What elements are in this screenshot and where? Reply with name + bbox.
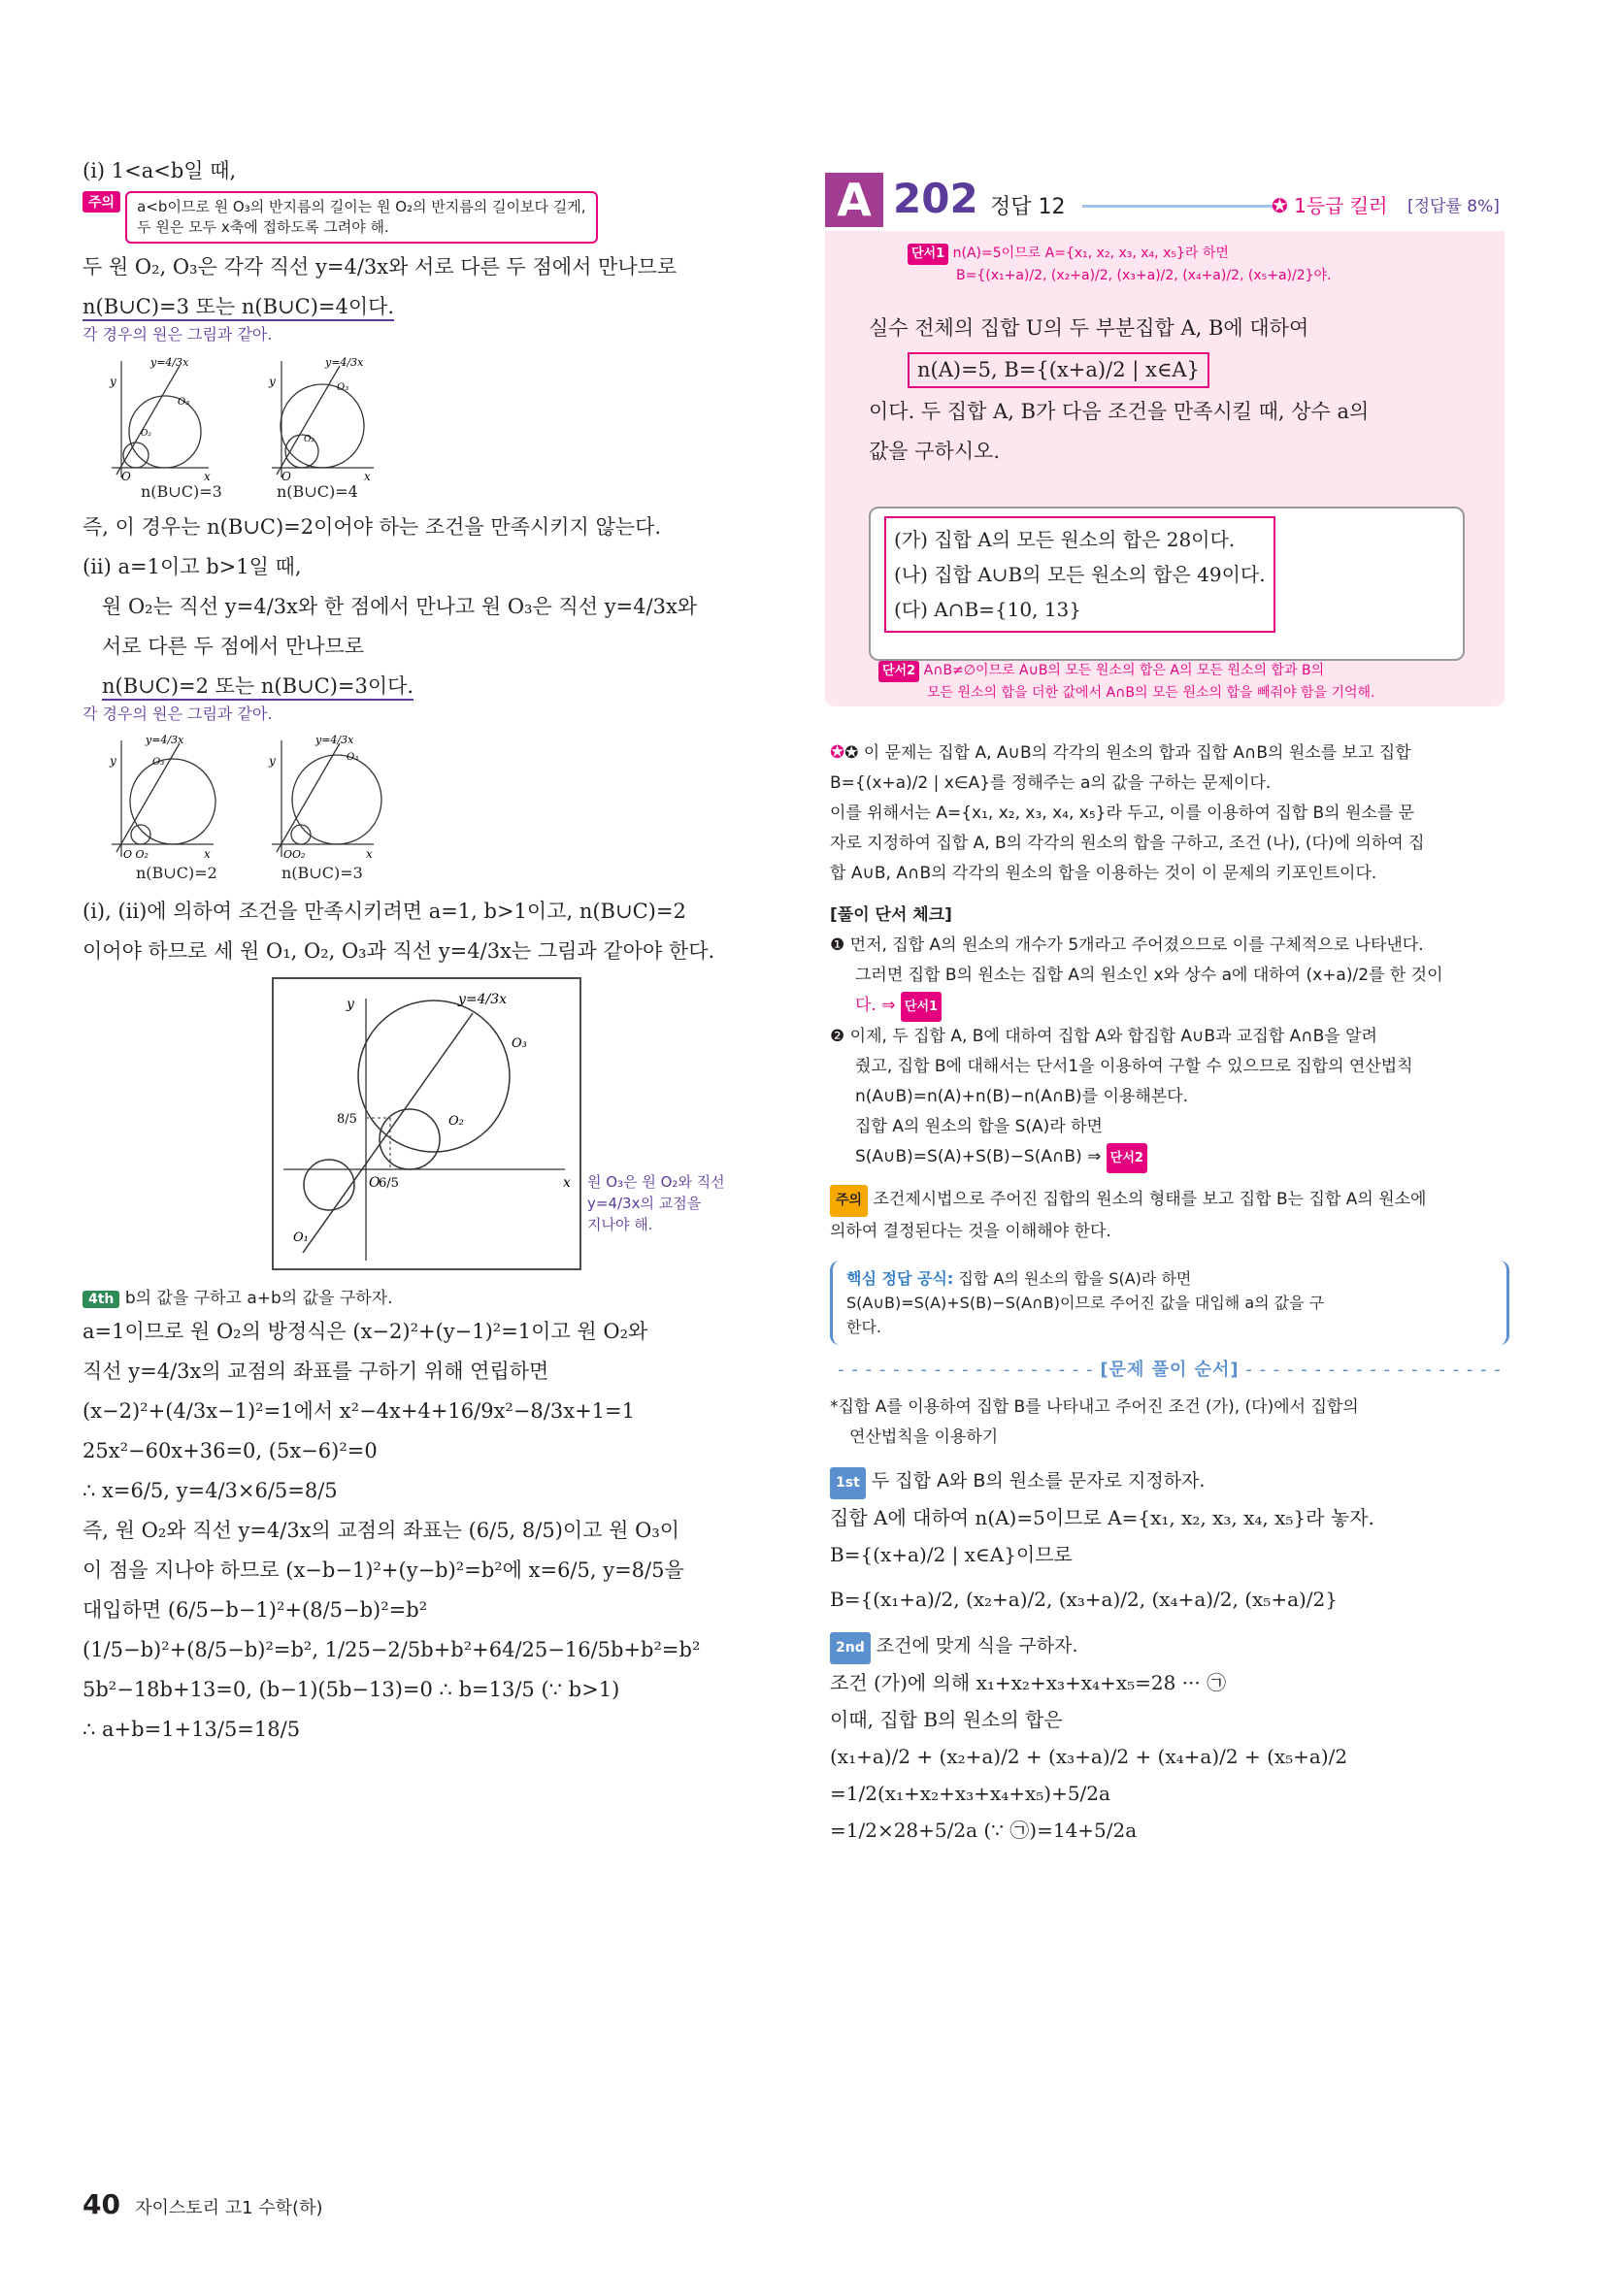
s2-l5: =1/2×28+5/2a (∵ ㉠)=14+5/2a	[830, 1819, 1138, 1842]
main-o2: O₂	[448, 1114, 464, 1129]
key-formula-box	[830, 1261, 1509, 1345]
g3-x-label: x	[204, 847, 211, 861]
g1-y-label: y	[110, 375, 116, 388]
problem-number: 202	[893, 175, 978, 222]
case2-graph-note: 각 경우의 원은 그림과 같아.	[83, 705, 273, 723]
intro-l1: ✪✪ 이 문제는 집합 A, A∪B의 각각의 원소의 합과 집합 A∩B의 원소를 보고 집합	[830, 742, 1411, 763]
intro-l2: B={(x+a)/2 | x∈A}를 정해주는 a의 값을 구하는 문제이다.	[830, 773, 1272, 793]
s4-l3: (x−2)²+(4/3x−1)²=1에서 x²−4x+4+16/9x²−8/3x+1=1	[83, 1399, 635, 1423]
c2-l5-text: S(A∪B)=S(A)+S(B)−S(A∩B) ⇒	[855, 1147, 1102, 1166]
step2-body	[830, 1664, 1509, 1849]
step4-title: b의 값을 구하고 a+b의 값을 구하자.	[124, 1289, 393, 1308]
s4-l6: 즉, 원 O₂와 직선 y=4/3x의 교점의 좌표는 (6/5, 8/5)이고 원 O₃이	[83, 1519, 680, 1542]
main-graph-box	[272, 977, 581, 1270]
case1-graph-note: 각 경우의 원은 그림과 같아.	[83, 325, 273, 344]
case2-graph-svg	[83, 726, 413, 862]
g1-o2: O₂	[141, 429, 151, 439]
main-o3: O₃	[512, 1036, 527, 1051]
s1-l1: 집합 A에 대하여 n(A)=5이므로 A={x₁, x₂, x₃, x₄, x₅}라 놓자.	[830, 1506, 1374, 1529]
g4-o3: O₃	[347, 752, 359, 763]
page-footer	[83, 2188, 323, 2220]
s4-l8: 대입하면 (6/5−b−1)²+(8/5−b)²=b²	[83, 1598, 428, 1622]
case2-title: (ii) a=1이고 b>1일 때,	[83, 555, 302, 578]
order-title: [문제 풀이 순서]	[1100, 1360, 1240, 1380]
c1-l1: ❶ 먼저, 집합 A의 원소의 개수가 5개라고 주어졌으므로 이를 구체적으로 나타낸다.	[830, 935, 1424, 955]
condition-inner	[884, 516, 1275, 633]
dansu2-note	[878, 660, 1375, 704]
prob-l4: 값을 구하시오.	[869, 440, 1001, 463]
main-y-label: y	[347, 997, 354, 1012]
intro-l5: 합 A∪B, A∩B의 각각의 원소의 합을 이용하는 것이 이 문제의 키포인트이다.	[830, 864, 1377, 883]
case1-line2: n(B∪C)=3 또는 n(B∪C)=4이다.	[83, 295, 394, 321]
order-title-row: - - - - - - - - - - - - - - - - - - - [문제 풀이 순서] - - - - - - - - - - - - - - - - - - -	[838, 1360, 1502, 1380]
main-o1: O₁	[293, 1230, 309, 1245]
problem-statement	[869, 312, 1490, 476]
main-graph-svg	[274, 979, 579, 1268]
key-l1: 집합 A의 원소의 합을 S(A)라 하면	[958, 1269, 1192, 1288]
g4-y-label: y	[269, 754, 276, 768]
caution-1	[83, 191, 772, 244]
c2-l4: 집합 A의 원소의 합을 S(A)라 하면	[855, 1117, 1103, 1136]
g1-origin: O	[121, 470, 131, 482]
g4-line-label: y=4/3x	[315, 734, 354, 746]
side-note-3: 지나야 해.	[587, 1216, 653, 1233]
prob-l2: n(A)=5, B={(x+a)/2 | x∈A}	[908, 352, 1209, 388]
dansu1-note	[908, 243, 1332, 286]
s2-l3: (x₁+a)/2 + (x₂+a)/2 + (x₃+a)/2 + (x₄+a)/2 + (x₅+a)/2	[830, 1745, 1348, 1768]
graph-side-note	[587, 1171, 772, 1235]
combine-line1: (i), (ii)에 의하여 조건을 만족시키려면 a=1, b>1이고, n(B∪C)=2	[83, 900, 686, 923]
key-title: 핵심 정답 공식:	[846, 1269, 954, 1288]
case1-graphs	[83, 346, 413, 511]
key-l3: 한다.	[846, 1318, 881, 1336]
right-body	[830, 738, 1509, 1849]
cond-da: (다) A∩B={10, 13}	[894, 598, 1082, 621]
step4-header	[83, 1284, 772, 1308]
s4-l9: (1/5−b)²+(8/5−b)²=b², 1/25−2/5b+b²+64/25−16/5b+b²=b²	[83, 1638, 701, 1661]
case1-graph-svg	[83, 346, 413, 482]
killer-label: ✪ 1등급 킬러	[1272, 194, 1388, 217]
g2-x-label: x	[364, 470, 371, 482]
g3-origin: O O₂	[123, 848, 149, 861]
dansu2-text-1: A∩B≠∅이므로 A∪B의 모든 원소의 합은 A의 모든 원소의 합과 B의	[923, 663, 1325, 678]
c2-l5	[830, 1142, 1509, 1173]
s2-l1: 조건 (가)에 의해 x₁+x₂+x₃+x₄+x₅=28 ··· ㉠	[830, 1671, 1227, 1694]
rate-label: [정답률 8%]	[1407, 197, 1500, 216]
s2-l2: 이때, 집합 B의 원소의 합은	[830, 1708, 1063, 1731]
step2-tag: 2nd	[830, 1632, 871, 1664]
caution-2	[830, 1185, 1509, 1217]
caution-text-1: a<b이므로 원 O₃의 반지름의 길이는 원 O₂의 반지름의 길이보다 길게,	[137, 198, 586, 215]
case1-cap1: n(B∪C)=3	[141, 482, 222, 501]
side-note-1: 원 O₃은 원 O₂와 직선	[587, 1173, 725, 1191]
main-graph-area	[83, 977, 772, 1278]
g1-x-label: x	[204, 470, 211, 482]
step2-header	[830, 1631, 1509, 1664]
s4-l1: a=1이므로 원 O₂의 방정식은 (x−2)²+(y−1)²=1이고 원 O₂와	[83, 1320, 648, 1343]
g1-o3: O₃	[178, 397, 190, 408]
case2-line1: 원 O₂는 직선 y=4/3x와 한 점에서 만나고 원 O₃은 직선 y=4/3x와	[102, 595, 698, 618]
main-frac85: 8/5	[337, 1112, 357, 1127]
c1-dansu-ref: 단서1	[901, 992, 942, 1022]
cond-ga: (가) 집합 A의 모든 원소의 합은 28이다.	[894, 528, 1236, 551]
caution2-l1: 조건제시법으로 주어진 집합의 원소의 형태를 보고 집합 B는 집합 A의 원소에	[873, 1190, 1427, 1209]
caution-text-2: 두 원은 모두 x축에 접하도록 그려야 해.	[137, 218, 389, 236]
step4-tag: 4th	[83, 1291, 119, 1308]
prob-l3: 이다. 두 집합 A, B가 다음 조건을 만족시킬 때, 상수 a의	[869, 400, 1370, 423]
dansu2-text-2: 모든 원소의 합을 더한 값에서 A∩B의 모든 원소의 합을 빼줘야 함을 기억해.	[927, 685, 1375, 701]
cond-na: (나) 집합 A∪B의 모든 원소의 합은 49이다.	[894, 563, 1266, 586]
book-title: 자이스토리 고1 수학(하)	[135, 2198, 323, 2218]
c2-l1: ❷ 이제, 두 집합 A, B에 대하여 집합 A와 합집합 A∪B과 교집합 A∩B을 알려	[830, 1027, 1377, 1046]
g2-line-label: y=4/3x	[325, 356, 364, 369]
step1-title: 두 집합 A와 B의 원소를 문자로 지정하자.	[871, 1470, 1206, 1492]
g2-o3: O₃	[337, 382, 349, 393]
intro-l3: 이를 위해서는 A={x₁, x₂, x₃, x₄, x₅}라 두고, 이를 이용하여 집합 B의 원소를 문	[830, 804, 1415, 823]
g2-origin: O	[281, 470, 291, 482]
step1-tag: 1st	[830, 1467, 866, 1499]
left-column	[83, 155, 772, 1754]
dansu2-tag: 단서2	[878, 661, 919, 682]
s1-l2: B={(x+a)/2 | x∈A}이므로	[830, 1543, 1073, 1566]
order-l1: *집합 A를 이용하여 집합 B를 나타내고 주어진 조건 (가), (다)에서 집합의	[830, 1397, 1359, 1417]
main-origin: O	[369, 1175, 380, 1191]
case2-cap1: n(B∪C)=2	[136, 864, 217, 882]
g2-o2: O₂	[304, 435, 314, 444]
answer-label: 정답 12	[990, 195, 1066, 219]
s4-l5: ∴ x=6/5, y=4/3×6/5=8/5	[83, 1479, 338, 1502]
dansu1-text-1: n(A)=5이므로 A={x₁, x₂, x₃, x₄, x₅}라 하면	[952, 246, 1229, 261]
case2-line2: 서로 다른 두 점에서 만나므로	[102, 635, 365, 658]
caution-box	[125, 191, 597, 244]
dansu1-text-2: B={(x₁+a)/2, (x₂+a)/2, (x₃+a)/2, (x₄+a)/2, (x₅+a)/2}야.	[956, 268, 1332, 283]
s4-l7: 이 점을 지나야 하므로 (x−b−1)²+(y−b)²=b²에 x=6/5, y=8/5을	[83, 1558, 684, 1582]
step2-title: 조건에 맞게 식을 구하자.	[876, 1635, 1078, 1656]
c2-l2: 줬고, 집합 B에 대해서는 단서1을 이용하여 구할 수 있으므로 집합의 연산법칙	[855, 1057, 1413, 1076]
case1-cap2: n(B∪C)=4	[277, 482, 358, 501]
main-x-label: x	[563, 1175, 571, 1191]
c1-l3-text: 다. ⇒	[855, 996, 896, 1015]
step1-header	[830, 1466, 1509, 1499]
caution2-label: 주의	[830, 1185, 868, 1217]
c1-l3	[830, 991, 1509, 1022]
case1-line1: 두 원 O₂, O₃은 각각 직선 y=4/3x와 서로 다른 두 점에서 만나므로	[83, 255, 678, 279]
case1-title: (i) 1<a<b일 때,	[83, 159, 237, 182]
check-title: [풀이 단서 체크]	[830, 905, 952, 925]
case2-line3: n(B∪C)=2 또는 n(B∪C)=3이다.	[102, 674, 414, 701]
g2-y-label: y	[269, 375, 276, 388]
g3-line-label: y=4/3x	[146, 734, 184, 746]
page-number: 40	[83, 2188, 120, 2220]
g3-o3: O₃	[152, 757, 165, 768]
caution-label: 주의	[83, 191, 120, 213]
g4-origin: OO₂	[283, 848, 306, 861]
c2-dansu-ref: 단서2	[1107, 1143, 1147, 1173]
caution2-l2: 의하여 결정된다는 것을 이해해야 한다.	[830, 1222, 1111, 1241]
condition-box	[869, 507, 1465, 661]
g4-x-label: x	[366, 847, 373, 861]
prob-l1: 실수 전체의 집합 U의 두 부분집합 A, B에 대하여	[869, 316, 1309, 340]
dansu1-tag: 단서1	[908, 244, 948, 265]
s1-l3: B={(x₁+a)/2, (x₂+a)/2, (x₃+a)/2, (x₄+a)/2, (x₅+a)/2}	[830, 1588, 1338, 1611]
g3-y-label: y	[110, 754, 116, 768]
intro-l4: 자로 지정하여 집합 A, B의 각각의 원소의 합을 구하고, 조건 (나), (다)에 의하여 집	[830, 834, 1425, 853]
s4-l11: ∴ a+b=1+13/5=18/5	[83, 1718, 301, 1741]
intro-l1-text: ✪ 이 문제는 집합 A, A∪B의 각각의 원소의 합과 집합 A∩B의 원소를 보고 집합	[844, 743, 1411, 763]
c2-l3: n(A∪B)=n(A)+n(B)−n(A∩B)를 이용해본다.	[855, 1087, 1188, 1106]
s4-l2: 직선 y=4/3x의 교점의 좌표를 구하기 위해 연립하면	[83, 1360, 549, 1383]
header-a-badge: A	[825, 173, 883, 227]
main-line-label: y=4/3x	[458, 992, 508, 1007]
header-line	[1082, 205, 1276, 208]
c1-l2: 그러면 집합 B의 원소는 집합 A의 원소인 x와 상수 a에 대하여 (x+a)/2를 한 것이	[855, 966, 1443, 985]
step1-body	[830, 1499, 1509, 1618]
case2-cap2: n(B∪C)=3	[281, 864, 363, 882]
s2-l4: =1/2(x₁+x₂+x₃+x₄+x₅)+5/2a	[830, 1782, 1110, 1805]
main-frac65: 6/5	[379, 1176, 399, 1191]
s4-l10: 5b²−18b+13=0, (b−1)(5b−13)=0 ∴ b=13/5 (∵ b>1)	[83, 1678, 620, 1701]
key-l2: S(A∪B)=S(A)+S(B)−S(A∩B)이므로 주어진 값을 대입해 a의 값을 구	[846, 1294, 1325, 1312]
s4-l4: 25x²−60x+36=0, (5x−6)²=0	[83, 1439, 378, 1462]
g1-line-label: y=4/3x	[150, 356, 189, 369]
case2-graphs	[83, 726, 413, 896]
case1-conclusion: 즉, 이 경우는 n(B∪C)=2이어야 하는 조건을 만족시키지 않는다.	[83, 515, 662, 539]
combine-line2: 이어야 하므로 세 원 O₁, O₂, O₃과 직선 y=4/3x는 그림과 같아야 한다.	[83, 939, 715, 963]
side-note-2: y=4/3x의 교점을	[587, 1195, 702, 1212]
order-l2: 연산법칙을 이용하기	[849, 1427, 999, 1447]
